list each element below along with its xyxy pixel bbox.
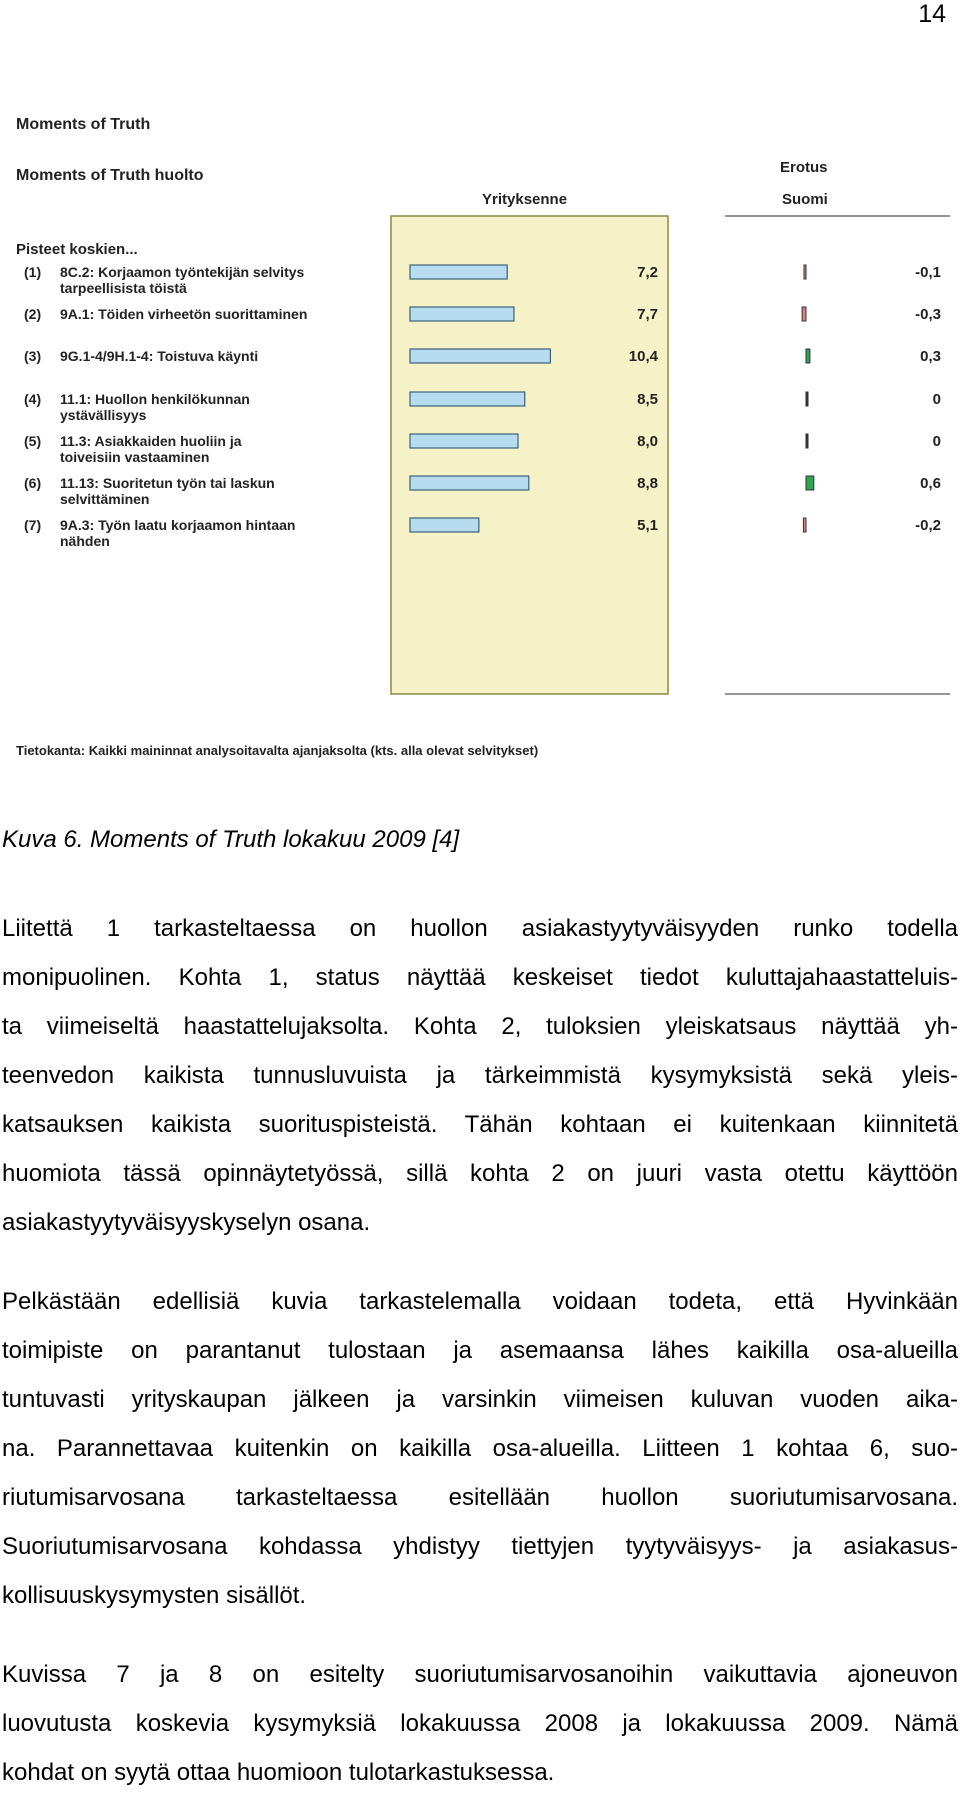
points-label: Pisteet koskien...	[16, 241, 138, 258]
score-bar	[410, 476, 529, 490]
difference-header: Erotus	[780, 159, 828, 176]
row-label: selvittäminen	[60, 491, 150, 507]
moments-of-truth-chart	[0, 100, 960, 780]
difference-bar	[803, 518, 806, 532]
row-number: (7)	[24, 517, 42, 533]
paragraph-line: Suoriutumisarvosana kohdassa yhdistyy tiettyjen tyytyväisyys- ja asiakasus-	[2, 1533, 958, 1560]
score-value-label: 10,4	[628, 348, 658, 365]
row-label: 9A.1: Töiden virheetön suorittaminen	[60, 306, 308, 322]
score-bar	[410, 265, 507, 279]
difference-bar	[802, 307, 806, 321]
score-value-label: 7,2	[637, 264, 658, 281]
score-value-label: 8,8	[637, 475, 658, 492]
score-bar	[410, 349, 550, 363]
paragraph-3	[2, 1650, 958, 1797]
difference-value-label: -0,1	[915, 264, 941, 281]
paragraph-line: Liitettä 1 tarkasteltaessa on huollon asiakastyytyväisyyden runko todella	[2, 915, 958, 942]
row-number: (3)	[24, 348, 42, 364]
chart-subheading: Moments of Truth huolto	[16, 167, 204, 184]
paragraph-line: kohdat on syytä ottaa huomioon tulotarkastuksessa.	[2, 1759, 555, 1786]
difference-value-label: 0,3	[920, 348, 941, 365]
row-number: (4)	[24, 391, 42, 407]
paragraph-line: asiakastyytyväisyyskyselyn osana.	[2, 1209, 371, 1236]
row-label: 11.3: Asiakkaiden huoliin ja	[60, 433, 242, 449]
row-label: nähden	[60, 533, 110, 549]
paragraph-line: luovutusta koskevia kysymyksiä lokakuussa 2008 ja lokakuussa 2009. Nämä	[2, 1710, 958, 1737]
row-label: 8C.2: Korjaamon työntekijän selvitys	[60, 264, 305, 280]
paragraph-line: na. Parannettavaa kuitenkin on kaikilla osa-alueilla. Liitteen 1 kohtaa 6, suo-	[2, 1435, 958, 1462]
score-bar	[410, 392, 525, 406]
paragraph-1	[2, 904, 958, 1247]
paragraph-line: monipuolinen. Kohta 1, status näyttää keskeiset tiedot kuluttajahaastatteluis-	[2, 964, 958, 991]
score-value-label: 8,0	[637, 433, 658, 450]
row-label: toiveisiin vastaaminen	[60, 449, 210, 465]
page-number: 14	[918, 0, 946, 28]
row-label: 9G.1-4/9H.1-4: Toistuva käynti	[60, 348, 259, 364]
score-bar	[410, 307, 514, 321]
chart-heading: Moments of Truth	[16, 116, 151, 133]
row-number: (1)	[24, 264, 42, 280]
paragraph-line: riutumisarvosana tarkasteltaessa esitellään huollon suoriutumisarvosana.	[2, 1484, 958, 1511]
score-value-label: 7,7	[637, 306, 658, 323]
row-label: 11.1: Huollon henkilökunnan	[60, 391, 250, 407]
row-number: (5)	[24, 433, 42, 449]
row-label: tarpeellisista töistä	[60, 280, 187, 296]
difference-bar	[806, 349, 810, 363]
paragraph-line: teenvedon kaikista tunnusluvuista ja tärkeimmistä kysymyksistä sekä yleis-	[2, 1062, 958, 1089]
figure-caption: Kuva 6. Moments of Truth lokakuu 2009 [4]	[2, 826, 460, 853]
paragraph-line: toimipiste on parantanut tulostaan ja asemaansa lähes kaikilla osa-alueilla	[2, 1337, 958, 1364]
difference-value-label: 0	[932, 391, 941, 408]
row-number: (2)	[24, 306, 42, 322]
paragraph-2	[2, 1277, 958, 1620]
difference-header-suomi: Suomi	[782, 191, 828, 208]
paragraph-line: katsauksen kaikista suorituspisteistä. Tähän kohtaan ei kuitenkaan kiinnitetä	[2, 1111, 958, 1138]
source-note: Tietokanta: Kaikki maininnat analysoitavalta ajanjaksolta (kts. alla olevat selvitykset)	[16, 743, 539, 758]
paragraph-line: kollisuuskysymysten sisällöt.	[2, 1582, 307, 1609]
difference-bar	[806, 434, 808, 448]
difference-value-label: 0	[932, 433, 941, 450]
difference-value-label: -0,3	[915, 306, 941, 323]
company-score-panel	[391, 216, 668, 694]
paragraph-line: Pelkästään edellisiä kuvia tarkastelemalla voidaan todeta, että Hyvinkään	[2, 1288, 958, 1315]
paragraph-line: ta viimeiseltä haastattelujaksolta. Kohta 2, tuloksien yleiskatsaus näyttää yh-	[2, 1013, 958, 1040]
paragraph-line: Kuvissa 7 ja 8 on esitelty suoriutumisarvosanoihin vaikuttavia ajoneuvon	[2, 1661, 958, 1688]
row-label: ystävällisyys	[60, 407, 147, 423]
difference-value-label: 0,6	[920, 475, 941, 492]
score-bar	[410, 518, 479, 532]
difference-bar	[806, 476, 814, 490]
row-number: (6)	[24, 475, 42, 491]
difference-bar	[806, 392, 808, 406]
row-label: 11.13: Suoritetun työn tai laskun	[60, 475, 275, 491]
company-column-header: Yrityksenne	[482, 191, 568, 208]
score-value-label: 8,5	[637, 391, 658, 408]
paragraph-line: tuntuvasti yrityskaupan jälkeen ja varsinkin viimeisen kuluvan vuoden aika-	[2, 1386, 958, 1413]
row-label: 9A.3: Työn laatu korjaamon hintaan	[60, 517, 296, 533]
score-value-label: 5,1	[637, 517, 658, 534]
score-bar	[410, 434, 518, 448]
paragraph-line: huomiota tässä opinnäytetyössä, sillä kohta 2 on juuri vasta otettu käyttöön	[2, 1160, 958, 1187]
difference-bar	[804, 265, 806, 279]
difference-value-label: -0,2	[915, 517, 941, 534]
